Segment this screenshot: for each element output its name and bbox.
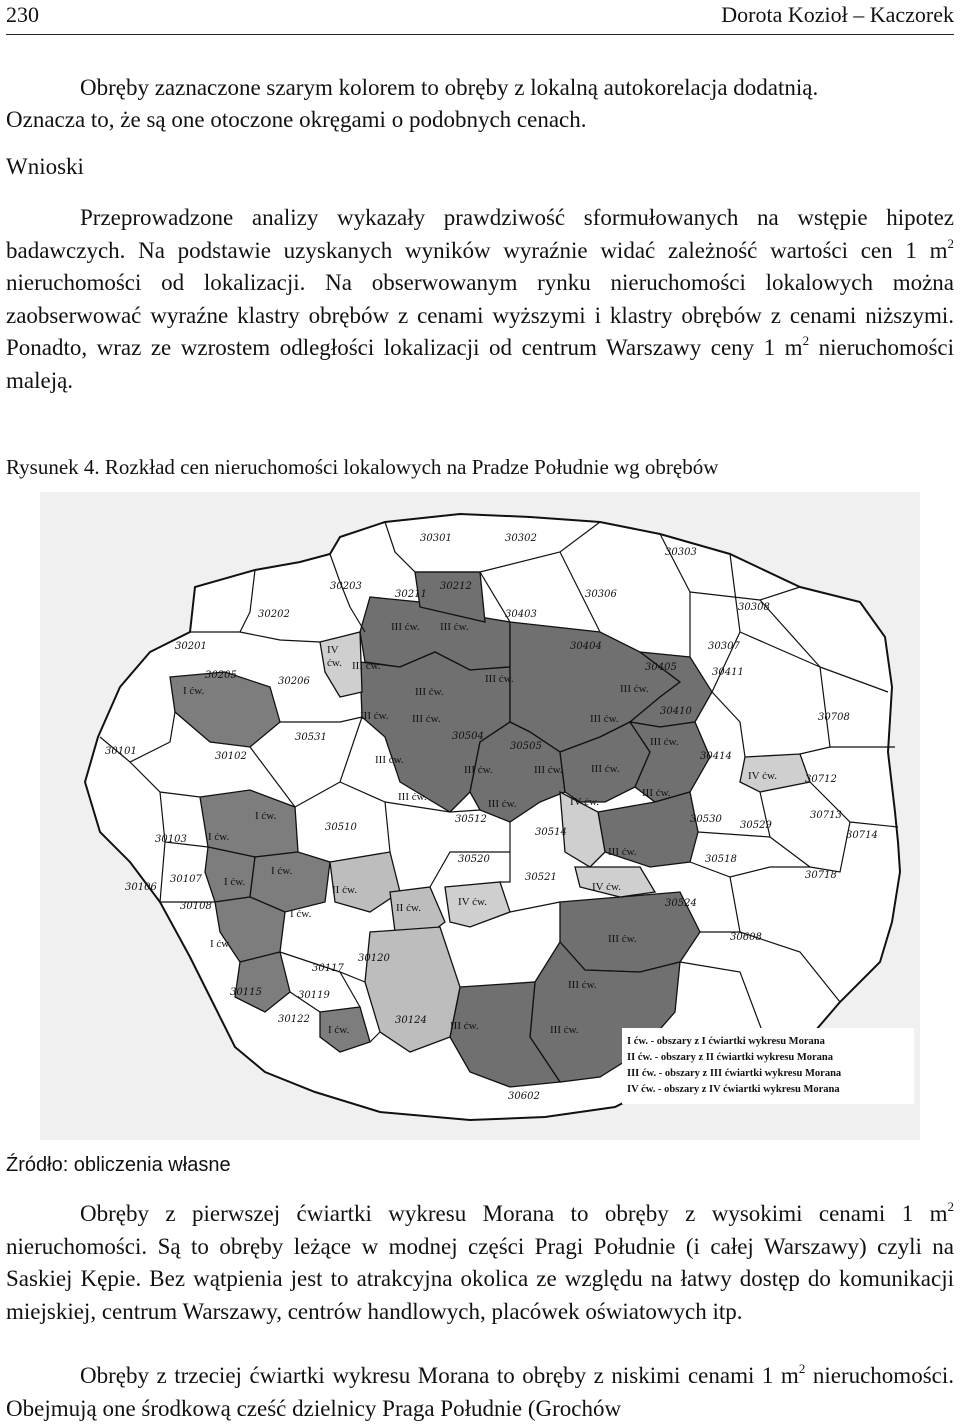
quarter-label: III ćw.	[642, 787, 671, 799]
quarter-label: I ćw.	[255, 810, 277, 822]
quarter-label: IV ćw.	[748, 770, 778, 782]
district-label: 30608	[730, 932, 762, 943]
district-label: 30602	[508, 1091, 540, 1102]
quarter-label: III ćw.	[391, 621, 420, 633]
quarter-label: I ćw.	[271, 865, 293, 877]
district-label: 30201	[175, 641, 207, 652]
district-label: 30403	[505, 609, 537, 620]
closing-text-2b: nieruchomości. Obejmują one środkową cześć dzielnicy Praga Południe (Grochów	[6, 1363, 954, 1421]
quarter-label: IV ćw.	[458, 896, 488, 908]
figure-caption: Rysunek 4. Rozkład cen nieruchomości lokalowych na Pradze Południe wg obrębów	[6, 455, 719, 479]
district-label: 30514	[535, 827, 567, 838]
superscript-2: 2	[798, 1361, 806, 1376]
district-label: 30530	[690, 814, 722, 825]
quarter-label: III ćw.	[375, 754, 404, 766]
district-label: 30520	[458, 854, 490, 865]
district-label: 30108	[180, 901, 212, 912]
district-label: 30119	[298, 990, 330, 1001]
quarter-label: I ćw.	[328, 1024, 350, 1036]
legend-item-4: IV ćw. - obszary z IV ćwiartki wykresu Morana	[627, 1084, 840, 1095]
quarter-label: III ćw.	[650, 736, 679, 748]
district-label: 30712	[805, 774, 837, 785]
quarter-label: I ćw.	[290, 908, 312, 920]
quarter-label: I ćw.	[210, 938, 232, 950]
conclusions-paragraph	[6, 202, 954, 397]
quarter-label: III ćw.	[534, 764, 563, 776]
district-label: 30206	[278, 676, 310, 687]
quarter-label: I ćw.	[208, 831, 230, 843]
quarter-label: III ćw.	[360, 710, 389, 722]
quarter-label: III ćw.	[352, 660, 381, 672]
quarter-label: III ćw.	[590, 713, 619, 725]
section-title: Wnioski	[6, 154, 84, 179]
region-q1	[205, 847, 255, 902]
district-label: 30205	[205, 670, 237, 681]
quarter-label: I ćw.	[224, 876, 246, 888]
district-label: 30102	[215, 751, 247, 762]
quarter-label: III ćw.	[415, 686, 444, 698]
quarter-label: II ćw.	[332, 884, 357, 896]
district-label: 30117	[312, 963, 344, 974]
legend-item-2: II ćw. - obszary z II ćwiartki wykresu Morana	[627, 1052, 834, 1063]
quarter-label: I ćw.	[183, 685, 205, 697]
district-label: 30708	[818, 712, 850, 723]
closing-text-2a: Obręby z trzeciej ćwiartki wykresu Morana to obręby z niskimi cenami 1 m	[80, 1363, 799, 1388]
district-label: 30718	[805, 870, 837, 881]
district-label: 30122	[278, 1014, 310, 1025]
quarter-label: III ćw.	[608, 846, 637, 858]
district-label: 30411	[712, 667, 744, 678]
district-label: 30308	[738, 602, 770, 613]
quarter-label: III ćw.	[488, 798, 517, 810]
district-label: 30504	[452, 731, 484, 742]
district-label: 30414	[700, 751, 732, 762]
district-label: 30713	[810, 810, 842, 821]
page-number: 230	[6, 2, 39, 27]
district-label: 30303	[665, 547, 697, 558]
district-label: 30404	[570, 641, 602, 652]
district-label: 30106	[125, 882, 157, 893]
quarter-label: III ćw.	[485, 673, 514, 685]
conclusions-text-b: nieruchomości od lokalizacji. Na obserwowanym rynku nieruchomości lokalowych można zaobserwować wyraźne klastry obrębów z cenami wyższymi i klastry obrębów z cenami niższymi. Ponadto, wraz ze wzrostem odległości lokalizacji od centrum Warszawy ceny 1 m	[6, 270, 954, 360]
quarter-label: IV ćw.	[592, 881, 622, 893]
district-label: 30101	[105, 746, 137, 757]
district-label: 30306	[585, 589, 617, 600]
district-label: 30211	[395, 589, 427, 600]
district-label: 30103	[155, 834, 187, 845]
quarter-label: III ćw.	[440, 621, 469, 633]
district-label: 30202	[258, 609, 290, 620]
legend-item-1: I ćw. - obszary z I ćwiartki wykresu Morana	[627, 1036, 825, 1047]
district-label: 30714	[846, 830, 878, 841]
district-label: 30410	[660, 706, 692, 717]
running-author: Dorota Kozioł – Kaczorek	[721, 2, 954, 27]
district-label: 30521	[525, 872, 557, 883]
superscript-2: 2	[947, 1199, 954, 1214]
district-label: 30529	[740, 820, 772, 831]
district-label: 30203	[330, 581, 362, 592]
map-legend	[622, 1028, 914, 1104]
quarter-label: III ćw.	[608, 933, 637, 945]
conclusions-text-c: nieruchomości maleją.	[6, 335, 954, 393]
quarter-label: III ćw.	[591, 763, 620, 775]
quarter-label: IV ćw.	[570, 796, 600, 808]
superscript-2: 2	[802, 333, 810, 348]
district-label: 30212	[440, 581, 472, 592]
quarter-label: III ćw.	[398, 791, 427, 803]
figure-source: Źródło: obliczenia własne	[6, 1154, 231, 1176]
legend-item-3: III ćw. - obszary z III ćwiartki wykresu Morana	[627, 1068, 842, 1079]
quarter-label: III ćw.	[568, 979, 597, 991]
intro-line-1: Obręby zaznaczone szarym kolorem to obręby z lokalną autokorelacja dodatnią.	[80, 75, 819, 100]
district-label: 30115	[230, 987, 262, 998]
district-label: 30512	[455, 814, 487, 825]
district-map	[40, 492, 920, 1140]
quarter-label: ćw.	[327, 657, 342, 669]
district-label: 30524	[665, 898, 697, 909]
district-label: 30120	[358, 953, 390, 964]
district-label: 30302	[505, 533, 537, 544]
closing-text-1b: nieruchomości. Są to obręby leżące w modnej części Pragi Południe (i całej Warszawy) czyli na Saskiej Kępie. Bez wątpienia jest to atrakcyjna okolica ze względu na łatwy dostęp do komunikacji miejskiej, centrum Warszawy, centrów handlowych, placówek oświatowych itp.	[6, 1233, 954, 1324]
closing-paragraph-1	[6, 1198, 954, 1328]
quarter-label: III ćw.	[620, 683, 649, 695]
quarter-label: III ćw.	[412, 713, 441, 725]
running-header	[6, 0, 954, 35]
intro-line-2: Oznacza to, że są one otoczone okręgami o podobnych cenach.	[6, 107, 587, 132]
district-label: 30505	[510, 741, 542, 752]
superscript-2: 2	[947, 235, 954, 251]
quarter-label: III ćw.	[550, 1024, 579, 1036]
quarter-label: III ćw.	[464, 764, 493, 776]
quarter-label: III ćw.	[450, 1020, 479, 1032]
conclusions-text-a: Przeprowadzone analizy wykazały prawdziwość sformułowanych na wstępie hipotez badawczych. Na podstawie uzyskanych wyników wyraźnie widać zależność wartości cen 1 m	[6, 205, 954, 263]
quarter-label: IV	[327, 644, 339, 656]
district-label: 30107	[170, 874, 202, 885]
district-label: 30531	[295, 732, 327, 743]
district-label: 30510	[325, 822, 357, 833]
closing-text-1a: Obręby z pierwszej ćwiartki wykresu Morana to obręby z wysokimi cenami 1 m	[80, 1201, 948, 1226]
district-label: 30124	[395, 1015, 427, 1026]
closing-paragraph-2	[6, 1360, 954, 1425]
quarter-label: II ćw.	[396, 902, 421, 914]
district-label: 30307	[708, 641, 740, 652]
district-label: 30518	[705, 854, 737, 865]
district-label: 30301	[420, 533, 452, 544]
district-label: 30405	[645, 662, 677, 673]
